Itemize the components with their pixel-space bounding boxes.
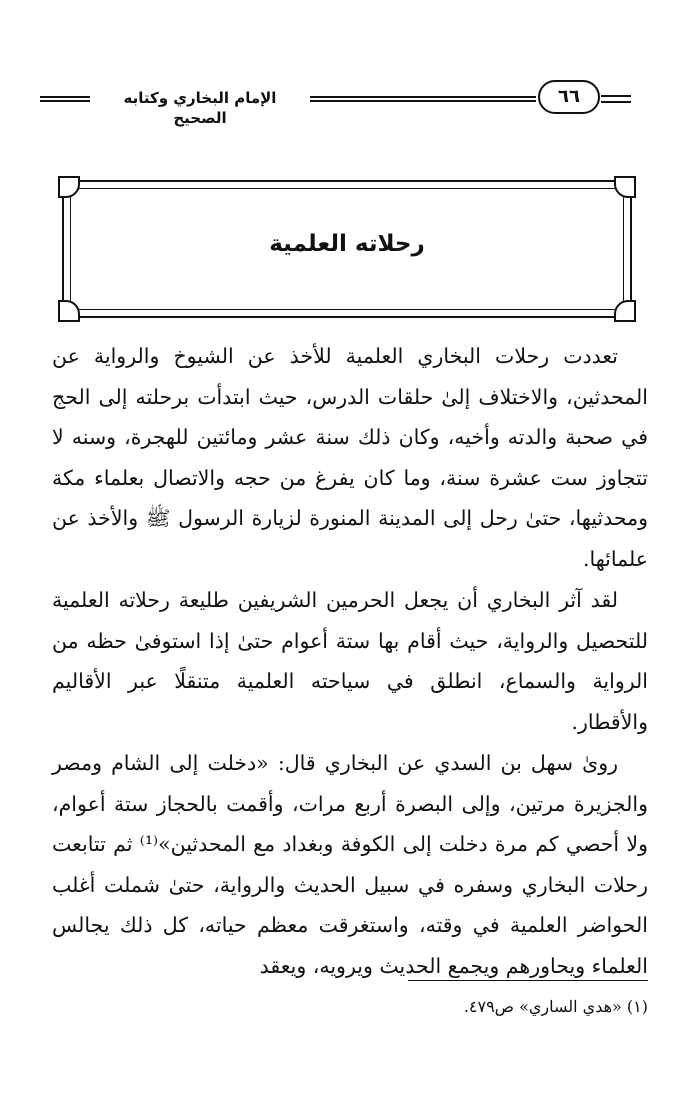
paragraph-1-text: تعددت رحلات البخاري العلمية للأخذ عن الشيوخ والرواية عن المحدثين، والاختلاف إلىٰ حلقات الدرس، حيث ابتدأت برحلته إلى الحج في صحبة والدته وأخيه، وكان ذلك سنة عشر ومائتين للهجرة، وسنه لا تتجاوز ست عشرة سنة، وما كان يفرغ من حجه والاتصال بعلماء مكة ومحدثيها، حتىٰ رحل إلى المدينة المنورة لزيارة الرسول ﷺ والأخذ عن علمائها. [52, 344, 648, 571]
footnote-rule [408, 980, 648, 981]
header-rule-middle [310, 96, 536, 102]
header-rule-right [601, 95, 631, 97]
frame-corner-bottom-right [614, 300, 636, 322]
running-title: الإمام البخاري وكتابه الصحيح [123, 89, 277, 127]
header-rule-left [40, 96, 90, 102]
paragraph-2-text: لقد آثر البخاري أن يجعل الحرمين الشريفين طليعة رحلاته العلمية للتحصيل والرواية، حيث أقام بها ستة أعوام حتىٰ إذا استوفىٰ حظه من الرواية والسماع، انطلق في سياحته العلمية متنقلًا عبر الأقاليم والأقطار. [52, 588, 648, 734]
chapter-title: رحلاته العلمية [269, 231, 425, 257]
page-number: ٦٦ [558, 86, 580, 107]
footnote: (١) «هدي الساري» ص٤٧٩. [463, 997, 648, 1016]
header-rule-right-lower [601, 101, 631, 103]
paragraph-2 [52, 580, 648, 742]
paragraph-1 [52, 336, 648, 580]
paragraph-3 [52, 743, 648, 987]
paragraph-3-text: روىٰ سهل بن السدي عن البخاري قال: «دخلت إلى الشام ومصر والجزيرة مرتين، وإلى البصرة أربع مرات، وأقمت بالحجاز ستة أعوام، ولا أحصي كم مرة دخلت إلى الكوفة وبغداد مع المحدثين»⁽¹⁾ ثم تتابعت رحلات البخاري وسفره في سبيل الحديث والرواية، حتىٰ شملت أغلب الحواضر العلمية في وقته، واستغرقت معظم حياته، كل ذلك يجالس العلماء ويحاورهم ويجمع الحديث ويرويه، ويعقد [52, 751, 648, 978]
